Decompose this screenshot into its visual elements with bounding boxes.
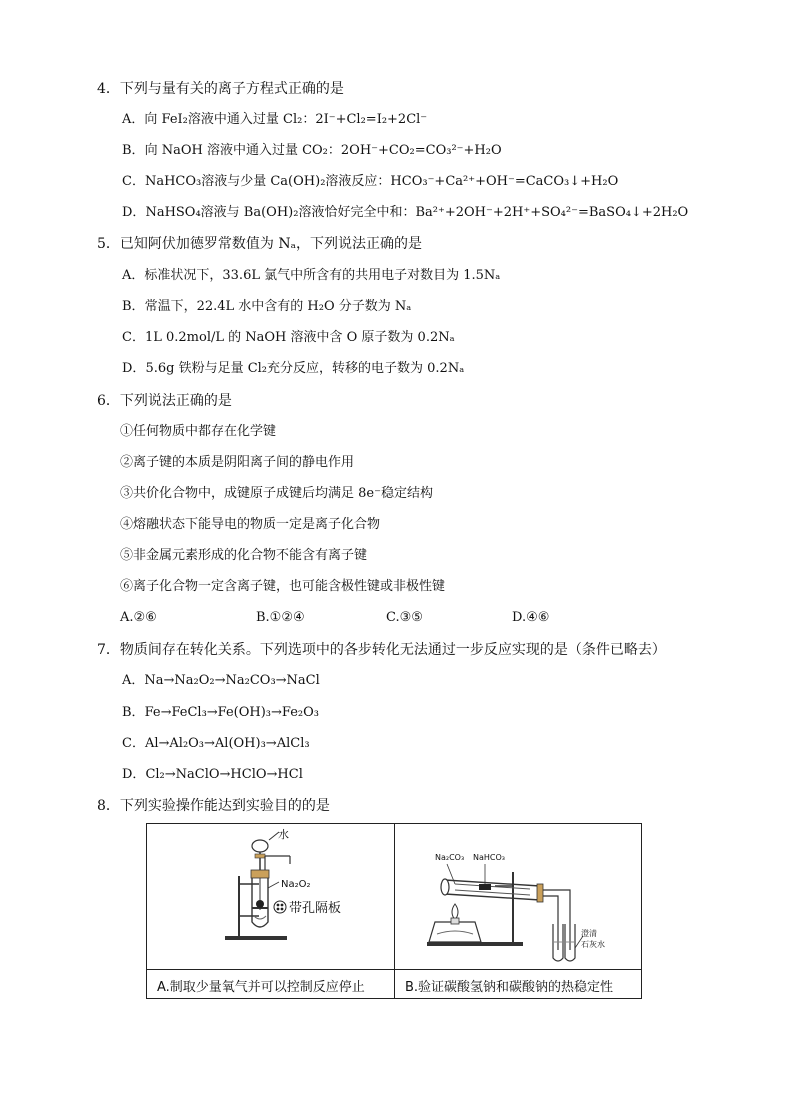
question-6-choice-b: B.①②④ xyxy=(256,610,305,625)
apparatus-a-drawing xyxy=(147,824,394,969)
label-perforated-plate: 带孔隔板 xyxy=(289,901,342,916)
question-7-option-b: B．Fe→FeCl₃→Fe(OH)₃→Fe₂O₃ xyxy=(122,705,319,720)
label-limewater-line-2: 石灰水 xyxy=(581,940,605,949)
label-nahco3: NaHCO₃ xyxy=(473,853,505,862)
label-na2o2: Na₂O₂ xyxy=(281,879,311,890)
question-4-option-b: B．向 NaOH 溶液中通入过量 CO₂：2OH⁻+CO₂=CO₃²⁻+H₂O xyxy=(122,143,502,158)
question-5-option-b: B．常温下，22.4L 水中含有的 H₂O 分子数为 Nₐ xyxy=(122,299,412,314)
question-6-choice-a: A.②⑥ xyxy=(120,610,157,625)
question-5-option-c: C．1L 0.2mol/L 的 NaOH 溶液中含 O 原子数为 0.2Nₐ xyxy=(122,330,455,345)
question-4-option-c: C．NaHCO₃溶液与少量 Ca(OH)₂溶液反应：HCO₃⁻+Ca²⁺+OH⁻=CaCO₃↓+H₂O xyxy=(122,174,619,189)
question-5-stem: 5．已知阿伏加德罗常数值为 Nₐ，下列说法正确的是 xyxy=(97,236,423,252)
question-6-statement-1: ①任何物质中都存在化学键 xyxy=(120,424,277,439)
question-5-option-a: A．标准状况下，33.6L 氯气中所含有的共用电子对数目为 1.5Nₐ xyxy=(122,268,501,283)
question-5-option-d: D．5.6g 铁粉与足量 Cl₂充分反应，转移的电子数为 0.2Nₐ xyxy=(122,361,465,376)
question-6-statement-6: ⑥离子化合物一定含离子键，也可能含极性键或非极性键 xyxy=(120,579,446,594)
question-4-option-a: A．向 FeI₂溶液中通入过量 Cl₂：2I⁻+Cl₂=I₂+2Cl⁻ xyxy=(122,112,428,127)
figure-b-caption: B.验证碳酸氢钠和碳酸钠的热稳定性 xyxy=(405,980,614,995)
question-6-stem: 6．下列说法正确的是 xyxy=(97,393,232,409)
question-8-figure-table xyxy=(146,823,642,999)
question-7-option-c: C．Al→Al₂O₃→Al(OH)₃→AlCl₃ xyxy=(122,736,310,751)
question-4-option-d: D．NaHSO₄溶液与 Ba(OH)₂溶液恰好完全中和：Ba²⁺+2OH⁻+2H⁺+SO₄²⁻=BaSO₄↓+2H₂O xyxy=(122,205,689,220)
question-6-statement-4: ④熔融状态下能导电的物质一定是离子化合物 xyxy=(120,517,381,532)
question-7-stem: 7．物质间存在转化关系。下列选项中的各步转化无法通过一步反应实现的是（条件已略去） xyxy=(97,642,666,658)
question-8-stem: 8．下列实验操作能达到实验目的的是 xyxy=(97,798,330,814)
figure-a-caption: A.制取少量氧气并可以控制反应停止 xyxy=(157,980,365,995)
question-6-choice-d: D.④⑥ xyxy=(512,610,550,625)
question-6-statement-2: ②离子键的本质是阴阳离子间的静电作用 xyxy=(120,455,355,470)
question-7-option-a: A．Na→Na₂O₂→Na₂CO₃→NaCl xyxy=(122,673,320,688)
question-4-stem: 4．下列与量有关的离子方程式正确的是 xyxy=(97,81,344,97)
question-7-option-d: D．Cl₂→NaClO→HClO→HCl xyxy=(122,767,303,782)
label-water: 水 xyxy=(278,828,289,841)
apparatus-b-drawing xyxy=(395,824,641,969)
label-na2co3: Na₂CO₃ xyxy=(435,853,465,862)
question-6-choice-c: C.③⑤ xyxy=(386,610,423,625)
figure-caption-row xyxy=(147,969,641,999)
question-6-statement-5: ⑤非金属元素形成的化合物不能含有离子键 xyxy=(120,548,368,563)
question-6-statement-3: ③共价化合物中，成键原子成键后均满足 8e⁻稳定结构 xyxy=(120,486,433,501)
label-limewater-line-1: 澄清 xyxy=(581,929,597,938)
